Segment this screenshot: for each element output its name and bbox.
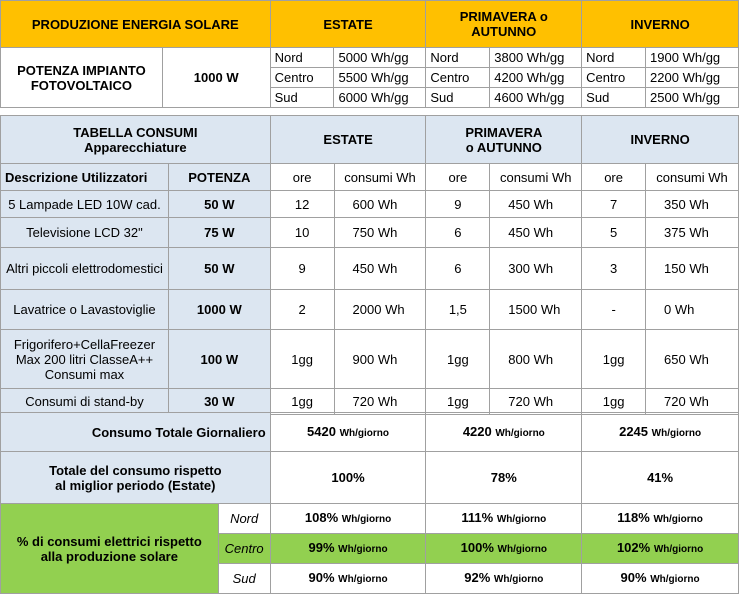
consumption-cell: 2000 Wh [334, 290, 426, 330]
ratio-label [1, 452, 271, 504]
production-zone: Sud [426, 88, 490, 108]
pct-number: 100% [460, 540, 494, 555]
consumption-table [0, 115, 739, 415]
plant-power: 1000 W [162, 48, 270, 108]
production-value: 6000 Wh/gg [334, 88, 426, 108]
hours-cell: 1gg [270, 330, 334, 389]
pct-number: 102% [616, 540, 651, 555]
pct-value [426, 564, 582, 594]
table-row [1, 191, 739, 218]
col-cons-header: consumi Wh [490, 164, 582, 191]
hours-cell: 5 [582, 218, 646, 248]
consumption-cell: 720 Wh [646, 389, 739, 415]
production-zone: Sud [582, 88, 646, 108]
daily-total-label: Consumo Totale Giornaliero [1, 413, 271, 452]
appliance-power: 100 W [168, 330, 270, 389]
consumption-cell: 900 Wh [334, 330, 426, 389]
hours-cell: 1gg [582, 389, 646, 415]
production-season-inverno: INVERNO [582, 1, 739, 48]
consumption-title-line1: TABELLA CONSUMI [73, 124, 198, 140]
table-row [1, 248, 739, 290]
appliance-desc: 5 Lampade LED 10W cad. [1, 191, 169, 218]
appliance-desc: Altri piccoli elettrodomestici [1, 248, 169, 290]
consumption-cell: 720 Wh [490, 389, 582, 415]
pct-zone: Centro [218, 534, 270, 564]
hours-cell: 3 [582, 248, 646, 290]
consumption-cell: 750 Wh [334, 218, 426, 248]
col-power-header: POTENZA [168, 164, 270, 191]
ratio-primavera: 78% [426, 452, 582, 504]
ratio-label-line1: Totale del consumo rispetto [49, 462, 222, 478]
pct-unit: Wh/giorno [493, 574, 544, 585]
ratio-inverno: 41% [582, 452, 739, 504]
pct-value [426, 504, 582, 534]
production-zone: Centro [270, 68, 334, 88]
col-cons-header: consumi Wh [334, 164, 426, 191]
table-row [1, 290, 739, 330]
appliance-power: 1000 W [168, 290, 270, 330]
pct-value [270, 534, 426, 564]
consumption-cell: 450 Wh [490, 218, 582, 248]
col-desc-header: Descrizione Utilizzatori [1, 164, 169, 191]
production-zone: Nord [270, 48, 334, 68]
hours-cell: 1gg [270, 389, 334, 415]
hours-cell: 9 [270, 248, 334, 290]
daily-total-inverno [582, 413, 739, 452]
table-row [1, 389, 739, 415]
consumption-cell: 800 Wh [490, 330, 582, 389]
hours-cell: 1gg [582, 330, 646, 389]
production-value: 2500 Wh/gg [646, 88, 739, 108]
daily-total-value: 5420 [307, 423, 336, 439]
consumption-cell: 650 Wh [646, 330, 739, 389]
season-line1: PRIMAVERA [465, 124, 543, 140]
pct-unit: Wh/giorno [653, 514, 703, 525]
consumption-title-line2: Apparecchiature [84, 139, 187, 155]
consumption-cell: 350 Wh [646, 191, 739, 218]
daily-total-value: 4220 [462, 423, 492, 439]
consumption-cell: 375 Wh [646, 218, 739, 248]
hours-cell: 6 [426, 248, 490, 290]
consumption-cell: 600 Wh [334, 191, 426, 218]
hours-cell: 1,5 [426, 290, 490, 330]
appliance-desc: Televisione LCD 32" [1, 218, 169, 248]
pct-value [426, 534, 582, 564]
production-value: 2200 Wh/gg [646, 68, 739, 88]
hours-cell: 6 [426, 218, 490, 248]
pct-unit: Wh/giorno [338, 544, 388, 555]
pct-value [270, 564, 426, 594]
pct-value [582, 534, 739, 564]
consumption-cell: 300 Wh [490, 248, 582, 290]
pct-zone: Sud [218, 564, 270, 594]
pct-number: 90% [620, 570, 647, 585]
pct-number: 118% [617, 510, 650, 525]
hours-cell: 7 [582, 191, 646, 218]
appliance-desc: Consumi di stand-by [1, 389, 169, 415]
production-season-primavera: PRIMAVERA o AUTUNNO [426, 1, 582, 48]
hours-cell: 1gg [426, 389, 490, 415]
pct-unit: Wh/giorno [497, 544, 547, 555]
daily-total-value: 2245 [619, 423, 649, 439]
pct-unit: Wh/giorno [650, 574, 700, 585]
consumption-title [1, 116, 271, 164]
production-value: 5500 Wh/gg [334, 68, 426, 88]
ratio-label-line2: al miglior periodo (Estate) [55, 477, 216, 493]
production-value: 3800 Wh/gg [490, 48, 582, 68]
consumption-cell: 450 Wh [490, 191, 582, 218]
col-cons-header: consumi Wh [646, 164, 739, 191]
daily-total-estate [270, 413, 426, 452]
col-hours-header: ore [582, 164, 646, 191]
table-row [1, 330, 739, 389]
daily-total-unit: Wh/giorno [651, 427, 702, 439]
hours-cell: 2 [270, 290, 334, 330]
totals-table [0, 412, 739, 594]
production-table [0, 0, 739, 108]
hours-cell: 10 [270, 218, 334, 248]
table-row [1, 218, 739, 248]
hours-cell: 9 [426, 191, 490, 218]
appliance-desc: Frigorifero+CellaFreezer Max 200 litri ClasseA++ Consumi max [1, 330, 169, 389]
season-line2: o AUTUNNO [465, 139, 542, 155]
hours-cell: 12 [270, 191, 334, 218]
production-value: 4200 Wh/gg [490, 68, 582, 88]
appliance-power: 75 W [168, 218, 270, 248]
consumption-season-primavera [426, 116, 582, 164]
pct-number: 111% [461, 510, 494, 525]
consumption-cell: 1500 Wh [490, 290, 582, 330]
production-season-estate: ESTATE [270, 1, 426, 48]
daily-total-primavera [426, 413, 582, 452]
pct-value [582, 564, 739, 594]
appliance-power: 30 W [168, 389, 270, 415]
production-value: 4600 Wh/gg [490, 88, 582, 108]
consumption-cell: 720 Wh [334, 389, 426, 415]
pct-number: 92% [464, 570, 491, 585]
consumption-cell: 150 Wh [646, 248, 739, 290]
col-hours-header: ore [426, 164, 490, 191]
consumption-season-inverno: INVERNO [582, 116, 739, 164]
appliance-desc: Lavatrice o Lavastoviglie [1, 290, 169, 330]
consumption-cell: 0 Wh [646, 290, 739, 330]
pct-label: % di consumi elettrici rispetto alla produzione solare [1, 504, 219, 594]
pct-unit: Wh/giorno [653, 544, 704, 555]
appliance-power: 50 W [168, 248, 270, 290]
daily-total-unit: Wh/giorno [495, 427, 545, 439]
production-zone: Nord [426, 48, 490, 68]
pct-value [582, 504, 739, 534]
production-zone: Centro [426, 68, 490, 88]
pct-unit: Wh/giorno [341, 514, 392, 525]
pct-number: 99% [308, 540, 335, 555]
daily-total-unit: Wh/giorno [339, 427, 390, 439]
production-zone: Sud [270, 88, 334, 108]
production-zone: Centro [582, 68, 646, 88]
pct-number: 108% [304, 510, 339, 525]
production-value: 1900 Wh/gg [646, 48, 739, 68]
ratio-estate: 100% [270, 452, 426, 504]
pct-number: 90% [308, 570, 335, 585]
consumption-season-estate: ESTATE [270, 116, 426, 164]
production-title: PRODUZIONE ENERGIA SOLARE [1, 1, 271, 48]
appliance-power: 50 W [168, 191, 270, 218]
production-zone: Nord [582, 48, 646, 68]
plant-label: POTENZA IMPIANTO FOTOVOLTAICO [1, 48, 163, 108]
pct-unit: Wh/giorno [496, 514, 547, 525]
production-value: 5000 Wh/gg [334, 48, 426, 68]
hours-cell: 1gg [426, 330, 490, 389]
pct-unit: Wh/giorno [338, 574, 388, 585]
col-hours-header: ore [270, 164, 334, 191]
pct-value [270, 504, 426, 534]
hours-cell: - [582, 290, 646, 330]
pct-zone: Nord [218, 504, 270, 534]
consumption-cell: 450 Wh [334, 248, 426, 290]
